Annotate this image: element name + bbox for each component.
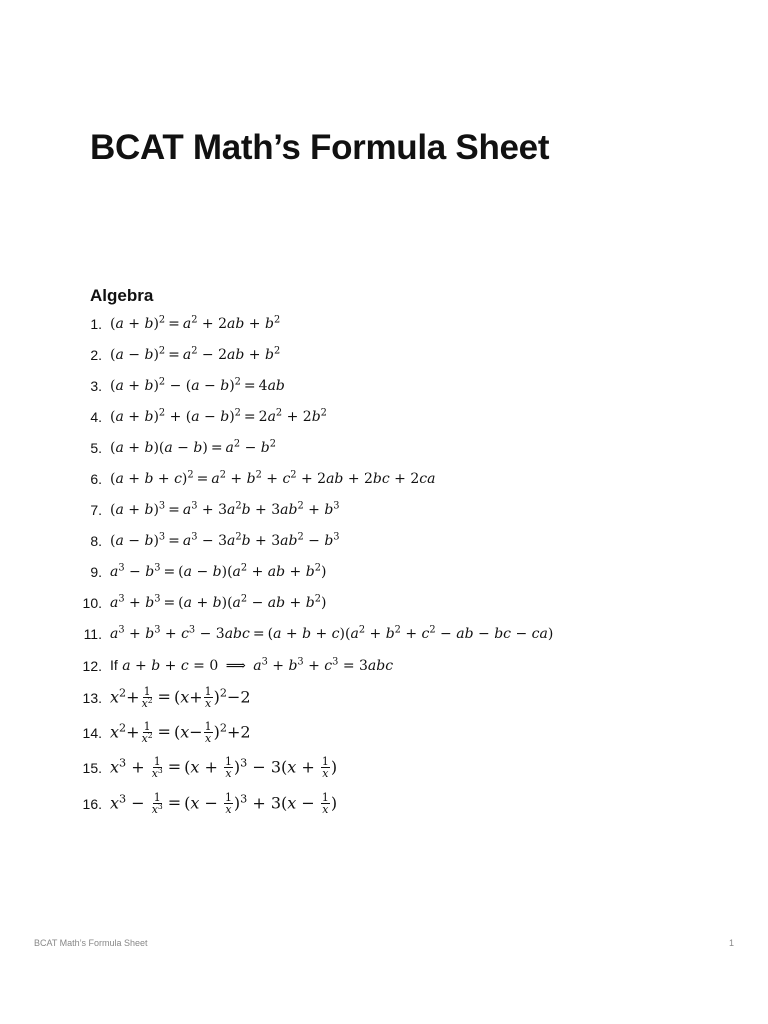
formula-expression: $x^2+$ $\frac{1}{x^2}$ = (x+ $\frac{1}{x}$ )$^2$−2	[110, 685, 251, 711]
formula-expression: $x^2+$ $\frac{1}{x^2}$ = (x− $\frac{1}{x}$ )$^2$+2	[110, 720, 251, 746]
formula-expression: $x^3$ + $\frac{1}{x^3}$ = (x + $\frac{1}{x}$ )$^3$ − 3(x + $\frac{1}{x}$ )	[110, 755, 338, 781]
page-title: BCAT Math’s Formula Sheet	[90, 128, 550, 167]
formula-expression: $(a + b)^2 - (a - b)^2 = 4ab$	[110, 376, 285, 394]
formula-expression: $(a + b)(a - b) = a^2 - b^2$	[110, 438, 276, 456]
formula-expression: $(a - b)^2 = a^2 - 2ab + b^2$	[110, 345, 281, 363]
formula-expression: $a^3 + b^3 = (a + b)(a^2$ − ab + $b^2$)	[110, 593, 327, 611]
formula-number: 9.	[90, 564, 102, 580]
formula-item	[0, 471, 435, 487]
formula-expression: $a^3 + b^3 + c^3 - 3abc = (a + b + c)(a^2 + b^2 + c^2$ − ab − bc − ca)	[110, 624, 554, 642]
formula-expression: $a^3 - b^3 = (a - b)(a^2$ + ab + $b^2$)	[110, 562, 327, 580]
formula-number: 6.	[90, 471, 102, 487]
formula-number: 8.	[90, 533, 102, 549]
formula-expression: $(a + b)^3 = a^3 + 3a^2b + 3ab^2 + b^3$	[110, 500, 340, 518]
formula-number: 13.	[82, 689, 102, 706]
formula-number: 12.	[82, 657, 102, 674]
section-title-algebra: Algebra	[90, 286, 154, 305]
formula-expression: $(a + b)^2 = a^2 + 2ab + b^2$	[110, 314, 281, 332]
formula-expression: $x^3$ − $\frac{1}{x^3}$ = (x − $\frac{1}{x}$ )$^3$ + 3(x − $\frac{1}{x}$ )	[110, 791, 338, 817]
formula-item	[0, 378, 285, 394]
formula-item	[0, 657, 393, 674]
formula-number: 3.	[90, 378, 102, 394]
formula-expression: $(a + b)^2 + (a - b)^2 = 2a^2 + 2b^2$	[110, 407, 327, 425]
formula-expression: $(a - b)^3 = a^3 - 3a^2b + 3ab^2 - b^3$	[110, 531, 340, 549]
formula-number: 1.	[90, 316, 102, 332]
formula-item	[0, 316, 280, 332]
formula-number: 14.	[82, 724, 102, 741]
formula-item	[0, 533, 340, 549]
formula-item	[0, 595, 326, 611]
formula-item	[0, 347, 280, 363]
formula-item	[0, 721, 251, 745]
formula-item	[0, 792, 337, 816]
formula-expression: $(a + b + c)^2 = a^2 + b^2 + c^2 + 2ab + 2bc + 2ca$	[110, 469, 436, 487]
formula-item	[0, 409, 327, 425]
formula-number: 2.	[90, 347, 102, 363]
formula-item	[0, 756, 337, 780]
formula-item	[0, 564, 326, 580]
formula-item	[0, 686, 251, 710]
formula-number: 10.	[82, 595, 102, 611]
formula-item	[0, 502, 340, 518]
footer-page-number: 1	[728, 938, 734, 948]
formula-number: 15.	[82, 759, 102, 776]
footer-document-title: BCAT Math’s Formula Sheet	[34, 938, 148, 948]
formula-prefix: If	[110, 657, 118, 673]
formula-item	[0, 626, 553, 642]
formula-number: 11.	[83, 626, 102, 642]
formula-number: 4.	[90, 409, 102, 425]
formula-expression: If a + b + c = 0 ⟹ $a^3 + b^3 + c^3 = 3abc$	[110, 656, 394, 674]
formula-number: 7.	[90, 502, 102, 518]
formula-number: 16.	[82, 795, 102, 812]
formula-number: 5.	[90, 440, 102, 456]
formula-item	[0, 440, 276, 456]
